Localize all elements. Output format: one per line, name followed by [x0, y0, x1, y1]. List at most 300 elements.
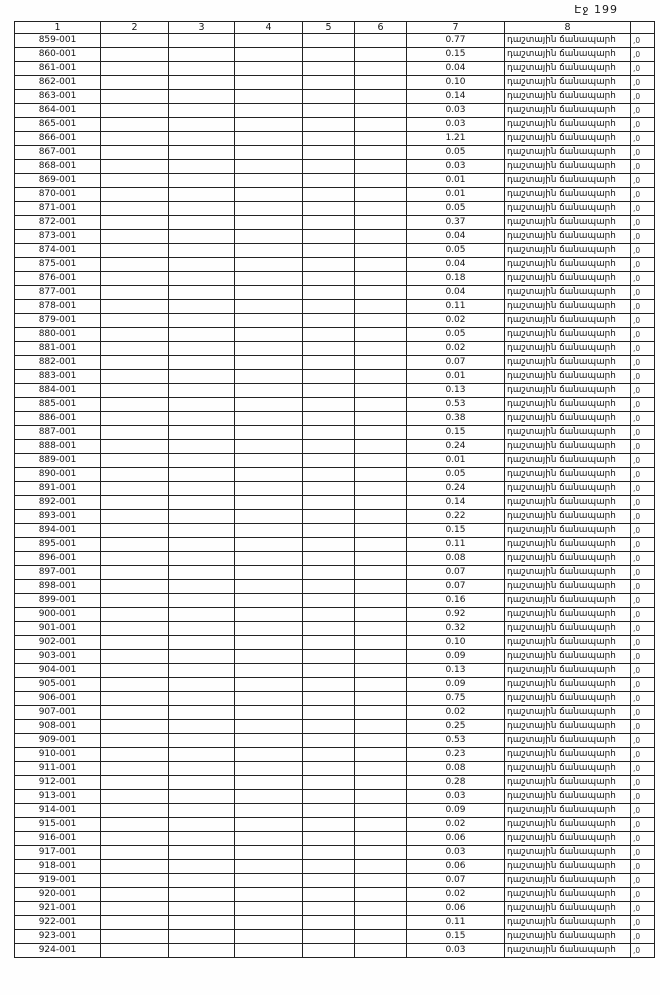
margin-mark: ,0 [631, 636, 655, 650]
margin-mark: ,0 [631, 860, 655, 874]
margin-mark: ,0 [631, 160, 655, 174]
margin-mark: ,0 [631, 930, 655, 944]
table-row [15, 300, 655, 314]
cell-empty [169, 580, 235, 594]
cell-parcel-id: 862-001 [15, 76, 101, 90]
cell-area-value: 0.04 [407, 286, 505, 300]
cell-empty [303, 496, 355, 510]
cell-empty [169, 384, 235, 398]
cell-area-value: 0.10 [407, 76, 505, 90]
cell-empty [169, 202, 235, 216]
cell-empty [355, 384, 407, 398]
cell-empty [303, 482, 355, 496]
cell-empty [169, 916, 235, 930]
cell-area-value: 0.02 [407, 888, 505, 902]
cell-parcel-id: 881-001 [15, 342, 101, 356]
cell-empty [235, 482, 303, 496]
margin-mark: ,0 [631, 398, 655, 412]
cell-empty [303, 524, 355, 538]
cell-land-use-label: դաշտային ճանապարհ [505, 496, 631, 510]
cell-empty [355, 510, 407, 524]
cell-area-value: 0.02 [407, 342, 505, 356]
cell-empty [169, 552, 235, 566]
cell-parcel-id: 919-001 [15, 874, 101, 888]
cell-empty [101, 174, 169, 188]
margin-mark: ,0 [631, 552, 655, 566]
cell-land-use-label: դաշտային ճանապարհ [505, 706, 631, 720]
cell-empty [235, 720, 303, 734]
table-row [15, 398, 655, 412]
cell-land-use-label: դաշտային ճանապարհ [505, 608, 631, 622]
cell-land-use-label: դաշտային ճանապարհ [505, 720, 631, 734]
cell-area-value: 0.15 [407, 48, 505, 62]
table-row [15, 132, 655, 146]
cell-parcel-id: 867-001 [15, 146, 101, 160]
cell-parcel-id: 887-001 [15, 426, 101, 440]
cell-empty [355, 356, 407, 370]
cell-empty [303, 300, 355, 314]
cell-empty [169, 664, 235, 678]
cell-land-use-label: դաշտային ճանապարհ [505, 342, 631, 356]
cell-empty [355, 90, 407, 104]
cell-land-use-label: դաշտային ճանապարհ [505, 930, 631, 944]
cell-parcel-id: 864-001 [15, 104, 101, 118]
cell-empty [169, 160, 235, 174]
cell-empty [303, 132, 355, 146]
cell-empty [101, 538, 169, 552]
cell-parcel-id: 916-001 [15, 832, 101, 846]
margin-mark: ,0 [631, 580, 655, 594]
cell-empty [235, 608, 303, 622]
cell-empty [101, 902, 169, 916]
cell-empty [169, 258, 235, 272]
cell-empty [101, 930, 169, 944]
cell-area-value: 0.24 [407, 482, 505, 496]
cell-area-value: 0.53 [407, 734, 505, 748]
table-row [15, 174, 655, 188]
cell-empty [303, 188, 355, 202]
cell-parcel-id: 889-001 [15, 454, 101, 468]
cell-empty [169, 622, 235, 636]
cell-empty [101, 860, 169, 874]
cell-area-value: 0.03 [407, 790, 505, 804]
cell-empty [235, 790, 303, 804]
cell-empty [101, 678, 169, 692]
margin-mark: ,0 [631, 874, 655, 888]
cell-area-value: 0.24 [407, 440, 505, 454]
cell-empty [101, 594, 169, 608]
margin-mark: ,0 [631, 496, 655, 510]
cell-empty [235, 496, 303, 510]
cell-area-value: 0.09 [407, 650, 505, 664]
cell-area-value: 0.02 [407, 818, 505, 832]
margin-mark: ,0 [631, 692, 655, 706]
cell-empty [101, 286, 169, 300]
cell-empty [303, 286, 355, 300]
cell-area-value: 0.10 [407, 636, 505, 650]
cell-empty [303, 314, 355, 328]
cell-empty [235, 398, 303, 412]
table-row [15, 216, 655, 230]
cell-parcel-id: 882-001 [15, 356, 101, 370]
table-row [15, 258, 655, 272]
cell-parcel-id: 901-001 [15, 622, 101, 636]
cell-empty [101, 622, 169, 636]
cell-empty [101, 412, 169, 426]
cell-parcel-id: 922-001 [15, 916, 101, 930]
cell-empty [355, 902, 407, 916]
cell-empty [303, 272, 355, 286]
cell-land-use-label: դաշտային ճանապարհ [505, 538, 631, 552]
cell-area-value: 0.16 [407, 594, 505, 608]
cell-empty [355, 258, 407, 272]
cell-empty [235, 244, 303, 258]
cell-parcel-id: 878-001 [15, 300, 101, 314]
cell-area-value: 0.11 [407, 916, 505, 930]
cell-empty [235, 510, 303, 524]
cell-empty [303, 62, 355, 76]
cell-area-value: 0.04 [407, 230, 505, 244]
cell-land-use-label: դաշտային ճանապարհ [505, 286, 631, 300]
cell-empty [235, 804, 303, 818]
cell-empty [169, 510, 235, 524]
cell-area-value: 0.38 [407, 412, 505, 426]
cell-empty [101, 62, 169, 76]
cell-empty [169, 496, 235, 510]
cell-empty [355, 846, 407, 860]
table-row [15, 874, 655, 888]
cell-empty [101, 510, 169, 524]
cell-empty [355, 678, 407, 692]
cell-parcel-id: 909-001 [15, 734, 101, 748]
cell-empty [355, 524, 407, 538]
table-row [15, 706, 655, 720]
cell-area-value: 0.03 [407, 118, 505, 132]
table-row [15, 328, 655, 342]
table-row [15, 916, 655, 930]
cell-empty [303, 580, 355, 594]
margin-mark: ,0 [631, 202, 655, 216]
cell-empty [235, 944, 303, 958]
cell-area-value: 0.01 [407, 174, 505, 188]
margin-mark: ,0 [631, 244, 655, 258]
table-row [15, 552, 655, 566]
cell-parcel-id: 883-001 [15, 370, 101, 384]
cell-empty [355, 552, 407, 566]
cell-empty [303, 804, 355, 818]
cell-empty [303, 608, 355, 622]
cell-empty [235, 930, 303, 944]
cell-empty [101, 328, 169, 342]
column-header-3: 3 [169, 22, 235, 34]
margin-mark: ,0 [631, 818, 655, 832]
cell-area-value: 0.01 [407, 370, 505, 384]
cell-empty [101, 650, 169, 664]
table-row [15, 944, 655, 958]
margin-mark: ,0 [631, 734, 655, 748]
cell-empty [235, 174, 303, 188]
cell-empty [355, 790, 407, 804]
margin-mark: ,0 [631, 356, 655, 370]
cell-empty [235, 34, 303, 48]
table-row [15, 720, 655, 734]
cell-empty [101, 776, 169, 790]
cell-parcel-id: 897-001 [15, 566, 101, 580]
margin-mark: ,0 [631, 230, 655, 244]
cell-parcel-id: 893-001 [15, 510, 101, 524]
cell-empty [101, 132, 169, 146]
cell-empty [303, 384, 355, 398]
cell-land-use-label: դաշտային ճանապարհ [505, 580, 631, 594]
cell-parcel-id: 884-001 [15, 384, 101, 398]
cell-empty [235, 412, 303, 426]
cell-land-use-label: դաշտային ճանապարհ [505, 440, 631, 454]
cell-empty [355, 230, 407, 244]
margin-mark: ,0 [631, 748, 655, 762]
cell-empty [235, 678, 303, 692]
cell-area-value: 0.07 [407, 580, 505, 594]
cell-empty [101, 342, 169, 356]
margin-mark: ,0 [631, 916, 655, 930]
table-row [15, 496, 655, 510]
margin-mark: ,0 [631, 482, 655, 496]
cell-empty [235, 734, 303, 748]
cell-empty [355, 216, 407, 230]
cell-empty [235, 888, 303, 902]
cell-empty [235, 454, 303, 468]
cell-empty [235, 902, 303, 916]
cell-land-use-label: դաշտային ճանապարհ [505, 846, 631, 860]
cell-empty [355, 468, 407, 482]
margin-mark: ,0 [631, 832, 655, 846]
table-row [15, 244, 655, 258]
cell-empty [303, 440, 355, 454]
cell-area-value: 0.07 [407, 356, 505, 370]
margin-mark: ,0 [631, 146, 655, 160]
table-row [15, 482, 655, 496]
cell-area-value: 0.15 [407, 426, 505, 440]
cell-parcel-id: 874-001 [15, 244, 101, 258]
cell-empty [303, 874, 355, 888]
table-row [15, 664, 655, 678]
cell-empty [235, 258, 303, 272]
cell-empty [303, 594, 355, 608]
cell-empty [235, 594, 303, 608]
cell-land-use-label: դաշտային ճանապարհ [505, 272, 631, 286]
cell-land-use-label: դաշտային ճանապարհ [505, 594, 631, 608]
table-row [15, 76, 655, 90]
cell-empty [101, 916, 169, 930]
cell-empty [303, 720, 355, 734]
cell-empty [101, 608, 169, 622]
cell-empty [303, 650, 355, 664]
cell-land-use-label: դաշտային ճանապարհ [505, 314, 631, 328]
cell-empty [169, 706, 235, 720]
cell-empty [101, 874, 169, 888]
cell-parcel-id: 911-001 [15, 762, 101, 776]
cell-empty [235, 104, 303, 118]
cell-empty [101, 300, 169, 314]
cell-empty [235, 384, 303, 398]
cell-parcel-id: 873-001 [15, 230, 101, 244]
cell-empty [355, 734, 407, 748]
table-row [15, 146, 655, 160]
cell-empty [355, 608, 407, 622]
cell-parcel-id: 898-001 [15, 580, 101, 594]
cell-empty [355, 272, 407, 286]
cell-parcel-id: 876-001 [15, 272, 101, 286]
cell-empty [101, 104, 169, 118]
table-row [15, 160, 655, 174]
cell-empty [235, 776, 303, 790]
table-row [15, 314, 655, 328]
margin-mark: ,0 [631, 440, 655, 454]
cell-empty [169, 132, 235, 146]
cell-land-use-label: դաշտային ճանապարհ [505, 664, 631, 678]
cell-parcel-id: 900-001 [15, 608, 101, 622]
cell-empty [169, 482, 235, 496]
table-row [15, 118, 655, 132]
table-row [15, 622, 655, 636]
margin-mark: ,0 [631, 272, 655, 286]
cell-empty [235, 538, 303, 552]
cell-empty [235, 636, 303, 650]
cell-empty [303, 888, 355, 902]
cell-empty [303, 818, 355, 832]
cell-empty [169, 692, 235, 706]
table-row [15, 594, 655, 608]
margin-mark: ,0 [631, 720, 655, 734]
cell-empty [235, 146, 303, 160]
cell-land-use-label: դաշտային ճանապարհ [505, 636, 631, 650]
cell-parcel-id: 886-001 [15, 412, 101, 426]
table-row [15, 370, 655, 384]
cell-empty [355, 104, 407, 118]
cell-area-value: 0.04 [407, 258, 505, 272]
margin-mark: ,0 [631, 622, 655, 636]
cell-empty [303, 244, 355, 258]
cell-empty [303, 398, 355, 412]
margin-mark: ,0 [631, 216, 655, 230]
cell-empty [355, 706, 407, 720]
cell-empty [303, 832, 355, 846]
cell-empty [101, 202, 169, 216]
cell-empty [355, 748, 407, 762]
cell-parcel-id: 894-001 [15, 524, 101, 538]
cell-area-value: 0.23 [407, 748, 505, 762]
column-header-2: 2 [101, 22, 169, 34]
cell-parcel-id: 912-001 [15, 776, 101, 790]
cell-empty [101, 398, 169, 412]
cell-empty [235, 846, 303, 860]
cell-area-value: 0.09 [407, 678, 505, 692]
cell-empty [355, 762, 407, 776]
cell-land-use-label: դաշտային ճանապարհ [505, 384, 631, 398]
cell-land-use-label: դաշտային ճանապարհ [505, 692, 631, 706]
cell-empty [101, 720, 169, 734]
cell-land-use-label: դաշտային ճանապարհ [505, 916, 631, 930]
cell-empty [169, 860, 235, 874]
margin-mark: ,0 [631, 90, 655, 104]
cell-empty [355, 566, 407, 580]
cell-empty [355, 650, 407, 664]
cell-area-value: 0.13 [407, 384, 505, 398]
margin-mark: ,0 [631, 118, 655, 132]
cell-empty [235, 426, 303, 440]
table-row [15, 762, 655, 776]
column-header-7: 7 [407, 22, 505, 34]
cell-empty [303, 510, 355, 524]
cell-parcel-id: 907-001 [15, 706, 101, 720]
cell-land-use-label: դաշտային ճանապարհ [505, 356, 631, 370]
cell-land-use-label: դաշտային ճանապարհ [505, 118, 631, 132]
cell-empty [169, 90, 235, 104]
cell-land-use-label: դաշտային ճանապարհ [505, 790, 631, 804]
table-row [15, 804, 655, 818]
cell-empty [169, 776, 235, 790]
cell-empty [303, 160, 355, 174]
cell-empty [169, 328, 235, 342]
cell-area-value: 0.92 [407, 608, 505, 622]
cell-empty [169, 902, 235, 916]
cell-empty [101, 76, 169, 90]
margin-mark: ,0 [631, 132, 655, 146]
cell-empty [101, 258, 169, 272]
cell-area-value: 0.25 [407, 720, 505, 734]
cell-empty [355, 412, 407, 426]
margin-mark: ,0 [631, 524, 655, 538]
cell-empty [303, 566, 355, 580]
table-row [15, 342, 655, 356]
table-row [15, 90, 655, 104]
cell-empty [101, 524, 169, 538]
cell-parcel-id: 903-001 [15, 650, 101, 664]
cell-empty [303, 174, 355, 188]
cell-empty [303, 762, 355, 776]
cell-land-use-label: դաշտային ճանապարհ [505, 874, 631, 888]
cell-land-use-label: դաշտային ճանապարհ [505, 244, 631, 258]
cell-empty [355, 174, 407, 188]
cell-land-use-label: դաշտային ճանապարհ [505, 944, 631, 958]
cell-empty [101, 580, 169, 594]
cell-parcel-id: 920-001 [15, 888, 101, 902]
cell-parcel-id: 902-001 [15, 636, 101, 650]
cell-empty [169, 286, 235, 300]
cell-empty [303, 552, 355, 566]
cell-empty [235, 342, 303, 356]
cell-empty [169, 790, 235, 804]
cell-empty [303, 692, 355, 706]
cell-empty [169, 62, 235, 76]
cell-empty [169, 370, 235, 384]
cell-empty [303, 34, 355, 48]
cell-parcel-id: 870-001 [15, 188, 101, 202]
cell-empty [101, 440, 169, 454]
table-row [15, 832, 655, 846]
cell-empty [355, 48, 407, 62]
cell-empty [101, 804, 169, 818]
column-header-8: 8 [505, 22, 631, 34]
table-row [15, 230, 655, 244]
cell-empty [303, 790, 355, 804]
cell-land-use-label: դաշտային ճանապարհ [505, 76, 631, 90]
cell-empty [355, 244, 407, 258]
cell-parcel-id: 877-001 [15, 286, 101, 300]
table-row [15, 790, 655, 804]
cell-land-use-label: դաշտային ճանապարհ [505, 132, 631, 146]
cell-empty [169, 174, 235, 188]
cell-area-value: 0.08 [407, 762, 505, 776]
